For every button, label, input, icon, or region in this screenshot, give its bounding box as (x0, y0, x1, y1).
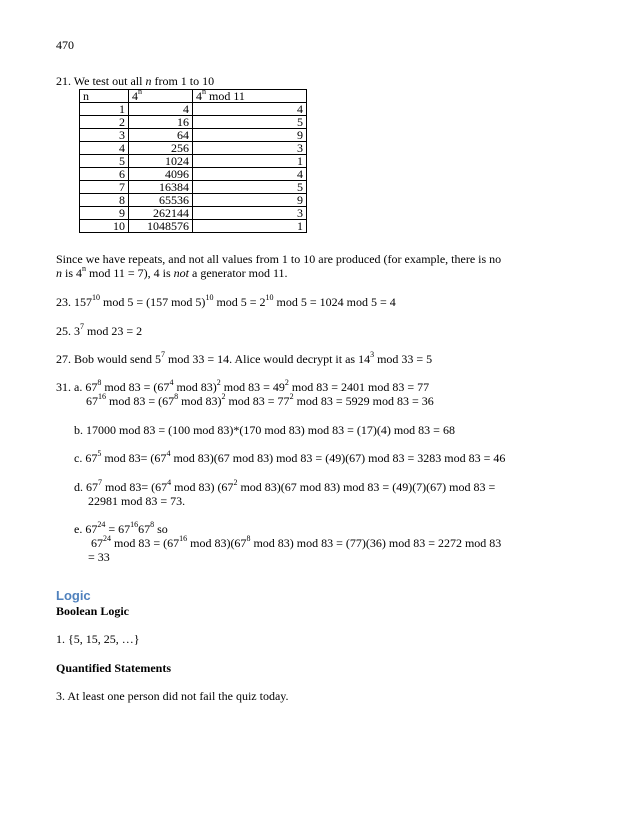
cell-power-mod: 9 (193, 194, 307, 207)
table-row (80, 168, 307, 181)
q25-answer: 25. $3^7$ mod 23 = 2 (56, 322, 143, 338)
q23-answer: 23. $157^{10}$ mod 5 = (157 mod 5)$^{10}$ mod $5 = 2^{10}$ mod 5 = 1024 mod 5 = 4 (56, 293, 396, 309)
q27-answer: 27. Bob would send $5^7$ mod 33 = 14. Alice would decrypt it as $14^3$ mod 33 = 5 (56, 350, 433, 366)
cell-n: 4 (80, 142, 129, 155)
header-power-mod: 4$^n$ mod 11 (193, 90, 307, 103)
cell-power-mod: 4 (193, 168, 307, 181)
logic-q3-answer: 3. At least one person did not fail the quiz today. (56, 689, 289, 703)
cell-power: 64 (129, 129, 193, 142)
cell-power: 16 (129, 116, 193, 129)
section-heading-logic: Logic (56, 588, 91, 603)
header-power: 4$^n$ (129, 90, 193, 103)
table-row (80, 194, 307, 207)
q31d-line2: 22981 mod 83 = 73. (88, 494, 186, 508)
q31d-line1: d. $67^7$ mod $83= (67^4$ mod 83) ($67^2$ mod 83)(67 mod 83) mod 83 = (49)(7)(67) mod 83 = (74, 478, 496, 494)
table-row (80, 103, 307, 116)
cell-power: 262144 (129, 207, 193, 220)
cell-power: 4 (129, 103, 193, 116)
cell-power: 16384 (129, 181, 193, 194)
q21-conclusion-line1: Since we have repeats, and not all values from 1 to 10 are produced (for example, there is no (56, 252, 502, 266)
table-row (80, 155, 307, 168)
table-row (80, 181, 307, 194)
q31b-answer: b. 17000 mod 83 = (100 mod 83)*(170 mod 83) mod 83 = (17)(4) mod 83 = 68 (74, 423, 455, 437)
cell-n: 1 (80, 103, 129, 116)
cell-power-mod: 4 (193, 103, 307, 116)
cell-power-mod: 1 (193, 155, 307, 168)
subheading-boolean-logic: Boolean Logic (56, 604, 130, 618)
q31e-line2: $67^{24}$ mod $83 = (67^{16}$ mod $83)(67^8$ mod 83) mod 83 = (77)(36) mod 83 = 2272 mod 83 (91, 534, 502, 550)
header-n: n (80, 90, 129, 103)
page-number: 470 (56, 38, 74, 52)
subheading-quantified-statements: Quantified Statements (56, 661, 171, 675)
cell-power: 1048576 (129, 220, 193, 233)
cell-power-mod: 9 (193, 129, 307, 142)
cell-n: 7 (80, 181, 129, 194)
q31e-line3: = 33 (88, 550, 110, 564)
cell-power-mod: 3 (193, 142, 307, 155)
powers-table (79, 89, 307, 233)
cell-power: 256 (129, 142, 193, 155)
cell-power-mod: 3 (193, 207, 307, 220)
q21-conclusion-line2: n is 4$^n$ mod 11 = 7), 4 is not a generator mod 11. (56, 264, 288, 280)
table-row (80, 207, 307, 220)
cell-n: 8 (80, 194, 129, 207)
cell-n: 6 (80, 168, 129, 181)
cell-power-mod: 5 (193, 116, 307, 129)
cell-n: 2 (80, 116, 129, 129)
table-row (80, 116, 307, 129)
table-row (80, 129, 307, 142)
logic-q1-answer: 1. {5, 15, 25, …} (56, 632, 140, 646)
table-row (80, 220, 307, 233)
cell-power: 1024 (129, 155, 193, 168)
q31a-line2: $67^{16}$ mod $83 = (67^8$ mod 83)$^2$ mod $83 = 77^2$ mod 83 = 5929 mod 83 = 36 (86, 392, 434, 408)
cell-power: 65536 (129, 194, 193, 207)
cell-n: 9 (80, 207, 129, 220)
q21-intro: 21. We test out all n from 1 to 10 (56, 74, 215, 88)
cell-n: 5 (80, 155, 129, 168)
table-row (80, 142, 307, 155)
q31c-answer: c. $67^5$ mod $83= (67^4$ mod 83)(67 mod 83) mod 83 = (49)(67) mod 83 = 3283 mod 83 = 46 (74, 449, 506, 465)
q31e-line1: e. $67^{24} = 67^{16}67^8$ so (74, 520, 168, 536)
cell-power-mod: 5 (193, 181, 307, 194)
cell-power: 4096 (129, 168, 193, 181)
cell-power-mod: 1 (193, 220, 307, 233)
cell-n: 10 (80, 220, 129, 233)
cell-n: 3 (80, 129, 129, 142)
q31a-line1: 31. a. $67^8$ mod $83 = (67^4$ mod 83)$^2$ mod $83 = 49^2$ mod 83 = 2401 mod 83 = 77 (56, 378, 430, 394)
table-header-row (80, 90, 307, 103)
